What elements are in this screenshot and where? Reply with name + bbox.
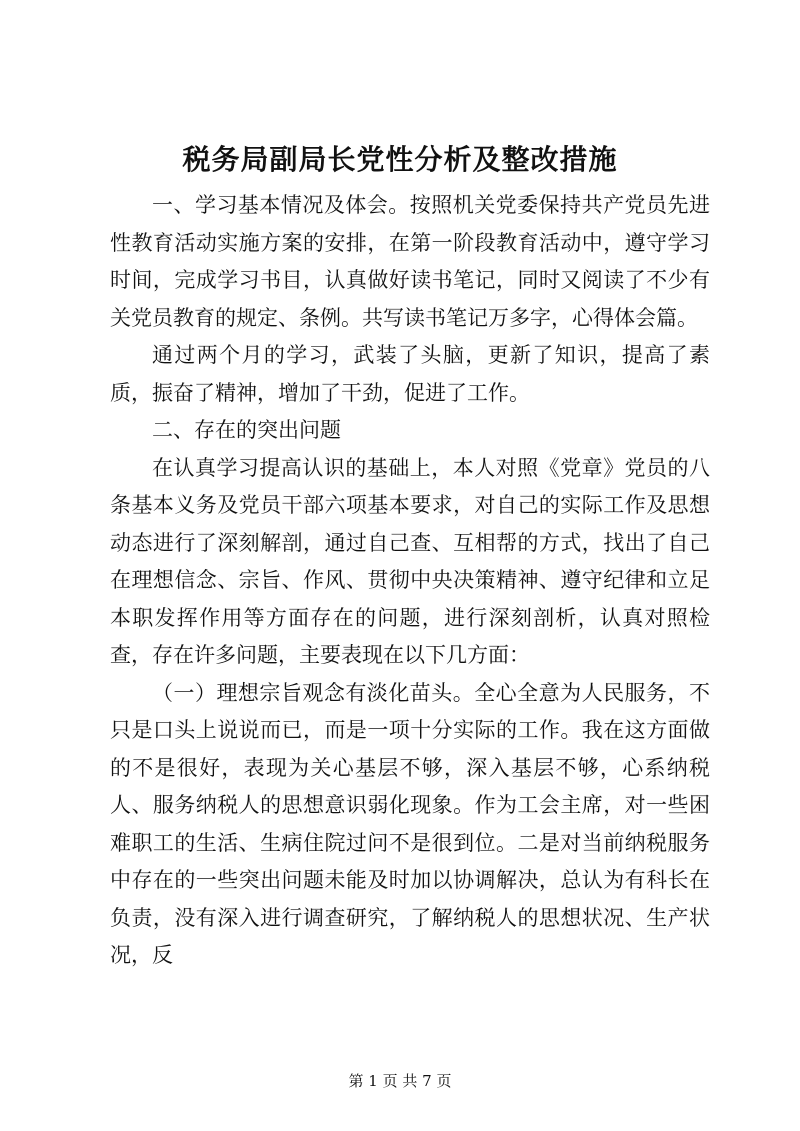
page-footer: 第 1 页 共 7 页	[348, 1072, 452, 1090]
document-title: 税务局副局长党性分析及整改措施	[182, 143, 618, 176]
section-heading-problems: 二、存在的突出问题	[152, 418, 341, 442]
paragraph-study-overview: 一、学习基本情况及体会。按照机关党委保持共产党员先进性教育活动实施方案的安排，在第一阶段教育活动中，遵守学习时间，完成学习书目，认真做好读书笔记，同时又阅读了不少有关党员教育的规定、条例。共写读书笔记万多字，心得体会篇。	[110, 193, 710, 330]
document-body	[110, 187, 710, 975]
paragraph-self-examination: 在认真学习提高认识的基础上，本人对照《党章》党员的八条基本义务及党员干部六项基本要求，对自己的实际工作及思想动态进行了深刻解剖，通过自己查、互相帮的方式，找出了自己在理想信念、宗旨、作风、贯彻中央决策精神、遵守纪律和立足本职发挥作用等方面存在的问题，进行深刻剖析，认真对照检查，存在许多问题，主要表现在以下几方面：	[110, 455, 710, 667]
paragraph-study-results: 通过两个月的学习，武装了头脑，更新了知识，提高了素质，振奋了精神，增加了干劲，促进了工作。	[110, 343, 710, 405]
paragraph-problem-one: （一）理想宗旨观念有淡化苗头。全心全意为人民服务，不只是口头上说说而已，而是一项十分实际的工作。我在这方面做的不是很好，表现为关心基层不够，深入基层不够，心系纳税人、服务纳税人的思想意识弱化现象。作为工会主席，对一些困难职工的生活、生病住院过问不是很到位。二是对当前纳税服务中存在的一些突出问题未能及时加以协调解决，总认为有科长在负责，没有深入进行调查研究，了解纳税人的思想状况、生产状况，反	[110, 680, 710, 967]
